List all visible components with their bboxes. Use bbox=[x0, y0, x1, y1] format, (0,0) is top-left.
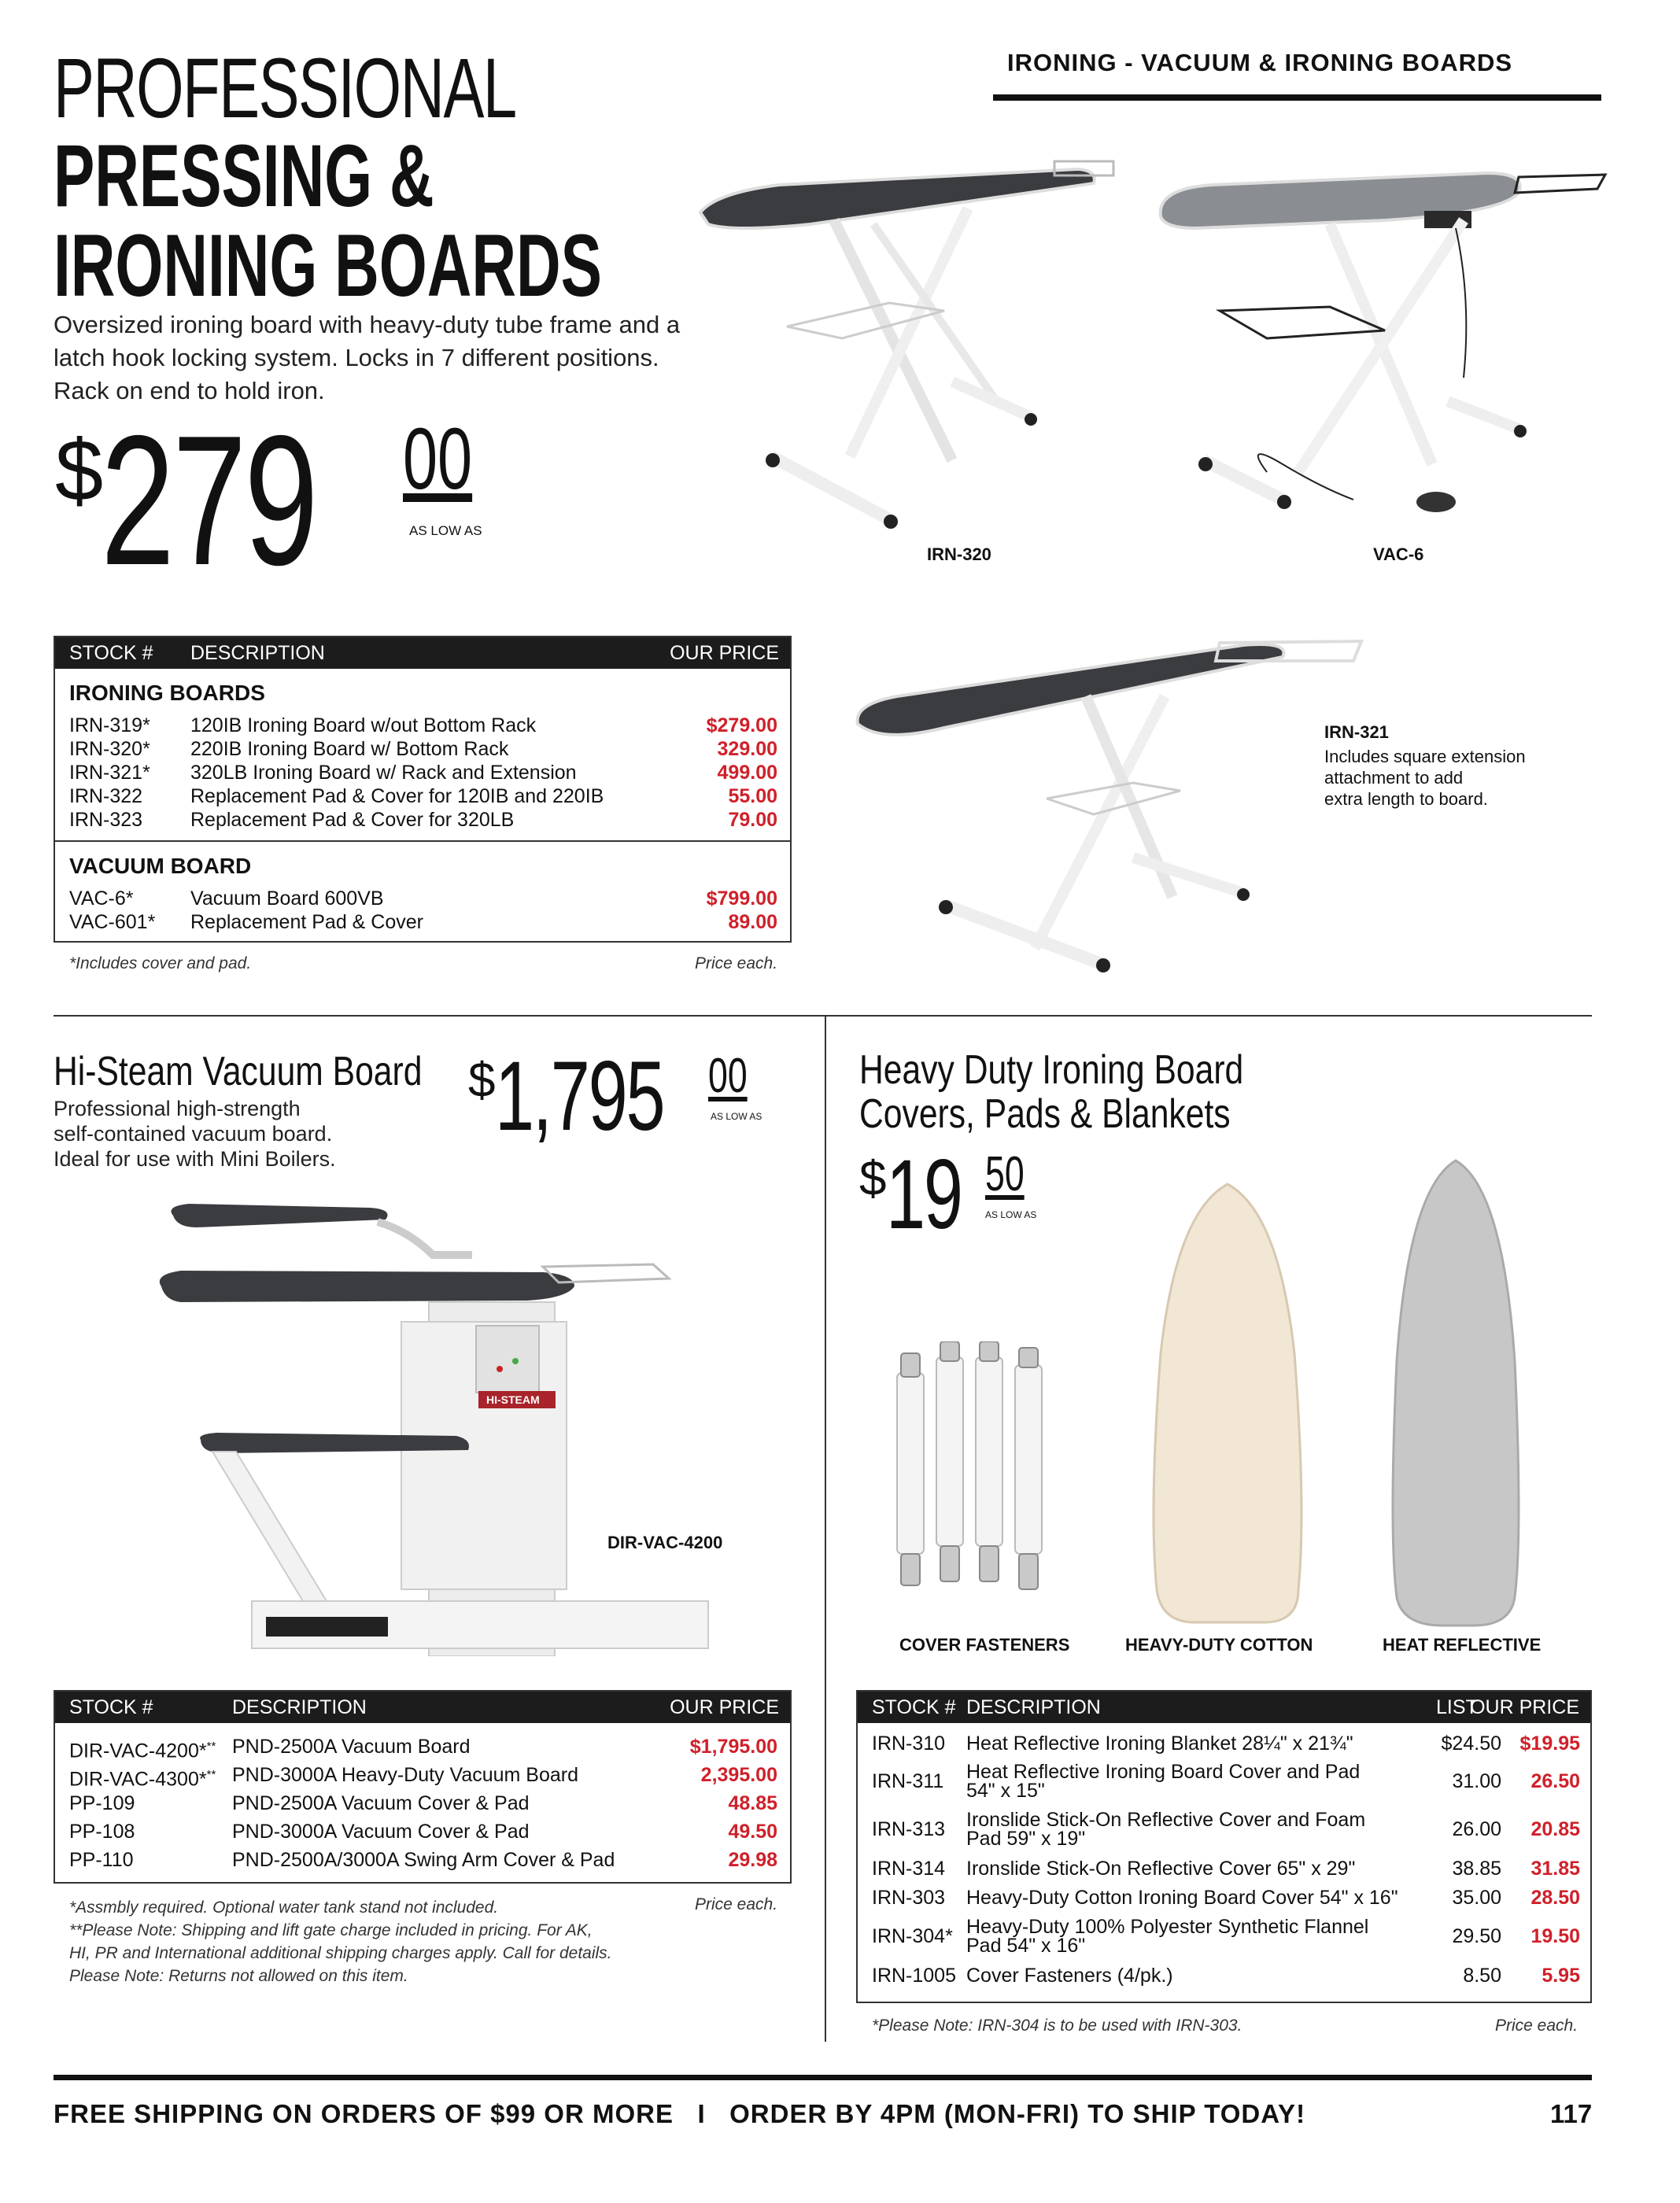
desc-line: 54" x 15" bbox=[966, 1780, 1045, 1802]
ironing-boards-rows bbox=[69, 714, 777, 832]
stock-cell: VAC-6* bbox=[69, 887, 134, 910]
stock-cell: VAC-601* bbox=[69, 911, 156, 933]
histeam-price bbox=[468, 1042, 783, 1151]
price-cell: 28.50 bbox=[1530, 1886, 1580, 1909]
stock-cell: IRN-310 bbox=[872, 1732, 946, 1755]
covers-rows bbox=[872, 1729, 1580, 1991]
stock-cell: IRN-321* bbox=[69, 762, 150, 784]
page-number: 117 bbox=[1550, 2099, 1593, 2128]
section-divider bbox=[54, 1015, 1592, 1017]
price-cell: $279.00 bbox=[706, 714, 777, 736]
stock-cell: IRN-320* bbox=[69, 738, 150, 760]
covers-price bbox=[859, 1140, 1064, 1249]
price-dollar: $ bbox=[55, 423, 104, 519]
table-row bbox=[69, 1735, 777, 1763]
histeam-price-each: Price each. bbox=[695, 1895, 778, 1913]
irn321-description bbox=[1324, 746, 1526, 810]
price-cell: 5.95 bbox=[1542, 1964, 1580, 1987]
footnote-line: *Assmbly required. Optional water tank stand not included. bbox=[69, 1899, 499, 1917]
desc-cell: PND-2500A/3000A Swing Arm Cover & Pad bbox=[232, 1849, 615, 1871]
col-header-stock: STOCK # bbox=[69, 642, 153, 664]
col-header-stock: STOCK # bbox=[872, 1696, 956, 1718]
desc-cell: PND-2500A Vacuum Cover & Pad bbox=[232, 1792, 530, 1814]
footnote-line: HI, PR and International additional shipping charges apply. Call for details. bbox=[69, 1944, 612, 1962]
histeam-vacuum-board-image bbox=[150, 1200, 716, 1656]
histeam-price-table bbox=[54, 1690, 792, 1884]
desc-cell: PND-3000A Heavy-Duty Vacuum Board bbox=[232, 1764, 579, 1786]
table-row bbox=[69, 1763, 777, 1792]
vac6-caption: VAC-6 bbox=[1373, 544, 1424, 564]
desc-cell: 120IB Ironing Board w/out Bottom Rack bbox=[190, 714, 537, 736]
covers-title-line: Heavy Duty Ironing Board bbox=[859, 1047, 1244, 1093]
irn321-desc-line: attachment to add bbox=[1324, 768, 1464, 788]
vacuum-board-rows bbox=[69, 887, 777, 934]
price-dollar: $ bbox=[859, 1152, 887, 1206]
table-row bbox=[872, 1729, 1580, 1758]
desc-cell: Replacement Pad & Cover for 320LB bbox=[190, 809, 515, 831]
table-row bbox=[69, 737, 777, 761]
table-row bbox=[69, 784, 777, 808]
desc-line: Pad 59" x 19" bbox=[966, 1828, 1086, 1850]
boards-price-table bbox=[54, 636, 792, 943]
price-cell: 329.00 bbox=[717, 738, 777, 760]
stock-cell: PP-108 bbox=[69, 1821, 135, 1843]
price-whole: 279 bbox=[101, 397, 316, 603]
desc-cell: Vacuum Board 600VB bbox=[190, 887, 384, 910]
intro-text: Oversized ironing board with heavy-duty tube frame and a latch hook locking system. Locks in 7 different positions. Rack on end to hold iron. bbox=[54, 311, 681, 404]
col-header-price: OUR PRICE bbox=[1470, 1696, 1579, 1718]
stock-id: DIR-VAC-4300* bbox=[69, 1768, 207, 1791]
stock-cell: IRN-303 bbox=[872, 1886, 946, 1909]
table-row bbox=[872, 1805, 1580, 1854]
desc-cell: Heavy-Duty Cotton Ironing Board Cover 54" x 16" bbox=[966, 1887, 1398, 1909]
title-bold-line-1: PRESSING & bbox=[54, 127, 434, 225]
desc-line: Pad 54" x 16" bbox=[966, 1935, 1086, 1957]
price-cell: 89.00 bbox=[728, 911, 777, 933]
price-cell: 26.50 bbox=[1530, 1769, 1580, 1792]
table-row bbox=[69, 910, 777, 934]
stock-cell bbox=[69, 1763, 232, 1792]
list-cell: 35.00 bbox=[1452, 1886, 1501, 1909]
covers-price-each: Price each. bbox=[1495, 2017, 1578, 2035]
heavy-duty-cotton-image bbox=[1145, 1180, 1310, 1629]
price-cell: 20.85 bbox=[1530, 1817, 1580, 1840]
price-cell: $799.00 bbox=[706, 887, 777, 910]
histeam-title: Hi-Steam Vacuum Board bbox=[54, 1049, 423, 1094]
boards-price-each: Price each. bbox=[695, 954, 778, 972]
desc-cell: 220IB Ironing Board w/ Bottom Rack bbox=[190, 738, 509, 760]
irn321-caption: IRN-321 bbox=[1324, 722, 1389, 742]
price-whole: 19 bbox=[886, 1140, 962, 1249]
table-row bbox=[872, 1854, 1580, 1884]
table-row bbox=[69, 761, 777, 784]
caption-cover-fasteners: COVER FASTENERS bbox=[899, 1635, 1070, 1655]
cover-fasteners-image bbox=[881, 1341, 1070, 1625]
histeam-desc-line: Professional high-strength bbox=[54, 1097, 301, 1120]
col-header-description: DESCRIPTION bbox=[966, 1696, 1101, 1718]
price-as-low-as: AS LOW AS bbox=[409, 523, 482, 538]
price-cell: 2,395.00 bbox=[700, 1764, 777, 1786]
stock-cell: IRN-322 bbox=[69, 785, 143, 807]
covers-title bbox=[859, 1048, 1243, 1136]
price-cents: 50 bbox=[985, 1147, 1025, 1201]
irn321-board-image bbox=[850, 633, 1369, 980]
col-header-description: DESCRIPTION bbox=[190, 642, 325, 664]
irn320-board-image bbox=[685, 146, 1125, 539]
histeam-description bbox=[54, 1096, 336, 1172]
stock-mark: ** bbox=[206, 1740, 216, 1753]
covers-footnote: *Please Note: IRN-304 is to be used with IRN-303. bbox=[872, 2017, 1242, 2035]
header-rule bbox=[993, 94, 1601, 101]
desc-cell: Replacement Pad & Cover for 120IB and 220IB bbox=[190, 785, 604, 807]
histeam-footnotes bbox=[69, 1896, 612, 1987]
footnote-line: Please Note: Returns not allowed on this item. bbox=[69, 1967, 408, 1985]
list-cell: 26.00 bbox=[1452, 1817, 1501, 1840]
desc-cell: Replacement Pad & Cover bbox=[190, 911, 423, 933]
group-ironing-boards: IRONING BOARDS bbox=[69, 681, 265, 705]
desc-cell: 320LB Ironing Board w/ Rack and Extension bbox=[190, 762, 577, 784]
histeam-desc-line: self-contained vacuum board. bbox=[54, 1122, 333, 1146]
table-row bbox=[872, 1758, 1580, 1805]
stock-cell: IRN-314 bbox=[872, 1857, 946, 1880]
table-header bbox=[55, 1692, 790, 1723]
price-cell: $19.95 bbox=[1519, 1732, 1580, 1755]
desc-cell bbox=[966, 1810, 1438, 1848]
table-header bbox=[858, 1692, 1590, 1723]
price-cell: 79.00 bbox=[728, 809, 777, 831]
price-whole: 1,795 bbox=[495, 1042, 664, 1151]
list-cell: 31.00 bbox=[1452, 1769, 1501, 1792]
price-cell: 29.98 bbox=[728, 1849, 777, 1871]
stock-cell bbox=[69, 1735, 232, 1763]
desc-cell bbox=[966, 1762, 1438, 1800]
price-cell: 19.50 bbox=[1530, 1924, 1580, 1947]
histeam-desc-line: Ideal for use with Mini Boilers. bbox=[54, 1147, 336, 1171]
column-divider bbox=[825, 1015, 826, 2042]
list-cell: 38.85 bbox=[1452, 1857, 1501, 1880]
histeam-brand-label: HI-STEAM bbox=[486, 1393, 540, 1406]
stock-mark: ** bbox=[206, 1768, 216, 1781]
covers-price-table bbox=[856, 1690, 1592, 2003]
stock-id: DIR-VAC-4200* bbox=[69, 1740, 207, 1762]
stock-cell: PP-109 bbox=[69, 1792, 135, 1814]
stock-cell: IRN-323 bbox=[69, 809, 143, 831]
table-row bbox=[872, 1961, 1580, 1991]
table-row bbox=[69, 714, 777, 737]
list-cell: 8.50 bbox=[1463, 1964, 1501, 1987]
desc-cell: Ironslide Stick-On Reflective Cover 65" x 29" bbox=[966, 1858, 1356, 1880]
irn321-desc-line: Includes square extension bbox=[1324, 747, 1526, 766]
table-row bbox=[69, 887, 777, 910]
price-cell: 499.00 bbox=[717, 762, 777, 784]
col-header-stock: STOCK # bbox=[69, 1696, 153, 1718]
price-cell: 55.00 bbox=[728, 785, 777, 807]
table-row bbox=[69, 1820, 777, 1848]
table-header bbox=[55, 637, 790, 669]
title-light: PROFESSIONAL bbox=[54, 40, 516, 135]
table-row bbox=[872, 1912, 1580, 1961]
table-row bbox=[69, 808, 777, 832]
stock-cell: IRN-311 bbox=[872, 1769, 944, 1792]
heat-reflective-image bbox=[1385, 1157, 1527, 1629]
histeam-caption: DIR-VAC-4200 bbox=[607, 1533, 723, 1552]
stock-cell: IRN-313 bbox=[872, 1817, 946, 1840]
group-divider bbox=[55, 840, 790, 842]
stock-cell: IRN-1005 bbox=[872, 1964, 956, 1987]
group-vacuum-board: VACUUM BOARD bbox=[69, 854, 252, 878]
stock-cell: IRN-319* bbox=[69, 714, 150, 736]
col-header-list: LIST bbox=[1436, 1696, 1478, 1718]
desc-line: Heat Reflective Ironing Board Cover and Pad bbox=[966, 1761, 1361, 1783]
list-cell: 29.50 bbox=[1452, 1924, 1501, 1947]
footer-shipping-text: FREE SHIPPING ON ORDERS OF $99 OR MORE I ORDER BY 4PM (MON-FRI) TO SHIP TODAY! bbox=[54, 2099, 1306, 2128]
desc-line: Heavy-Duty 100% Polyester Synthetic Flannel bbox=[966, 1916, 1369, 1938]
stock-cell: PP-110 bbox=[69, 1849, 134, 1871]
list-cell: $24.50 bbox=[1441, 1732, 1501, 1755]
boards-footnote: *Includes cover and pad. bbox=[69, 954, 252, 972]
caption-heavy-duty-cotton: HEAVY-DUTY COTTON bbox=[1125, 1635, 1313, 1655]
stock-cell: IRN-304* bbox=[872, 1924, 953, 1947]
table-row bbox=[69, 1792, 777, 1820]
caption-heat-reflective: HEAT REFLECTIVE bbox=[1383, 1635, 1542, 1655]
footnote-line: **Please Note: Shipping and lift gate charge included in pricing. For AK, bbox=[69, 1921, 593, 1939]
table-row bbox=[872, 1884, 1580, 1912]
price-cents: 00 bbox=[403, 411, 473, 507]
desc-cell bbox=[966, 1917, 1438, 1955]
price-as-low-as: AS LOW AS bbox=[711, 1111, 762, 1122]
desc-cell: PND-2500A Vacuum Board bbox=[232, 1736, 471, 1758]
desc-cell: PND-3000A Vacuum Cover & Pad bbox=[232, 1821, 530, 1843]
section-title: IRONING - VACUUM & IRONING BOARDS bbox=[1007, 49, 1513, 76]
desc-cell: Heat Reflective Ironing Blanket 28¼" x 21¾" bbox=[966, 1733, 1353, 1755]
price-dollar: $ bbox=[468, 1054, 496, 1108]
vac6-board-image bbox=[1149, 142, 1621, 527]
col-header-price: OUR PRICE bbox=[670, 1696, 779, 1718]
covers-title-line: Covers, Pads & Blankets bbox=[859, 1091, 1231, 1137]
table-row bbox=[69, 1848, 777, 1876]
desc-cell: Cover Fasteners (4/pk.) bbox=[966, 1965, 1173, 1987]
price-cents: 00 bbox=[708, 1049, 748, 1103]
price-as-low-as: AS LOW AS bbox=[985, 1209, 1037, 1220]
desc-line: Ironslide Stick-On Reflective Cover and Foam bbox=[966, 1809, 1366, 1831]
price-cell: $1,795.00 bbox=[689, 1736, 777, 1758]
irn321-desc-line: extra length to board. bbox=[1324, 789, 1488, 809]
footer-rule bbox=[54, 2075, 1592, 2080]
main-price bbox=[55, 397, 511, 603]
col-header-description: DESCRIPTION bbox=[232, 1696, 367, 1718]
histeam-rows bbox=[69, 1735, 777, 1876]
price-cell: 49.50 bbox=[728, 1821, 777, 1843]
price-cell: 31.85 bbox=[1530, 1857, 1580, 1880]
irn320-caption: IRN-320 bbox=[927, 544, 991, 564]
col-header-price: OUR PRICE bbox=[670, 642, 779, 664]
price-cell: 48.85 bbox=[728, 1792, 777, 1814]
title-bold-line-2: IRONING BOARDS bbox=[54, 216, 602, 315]
